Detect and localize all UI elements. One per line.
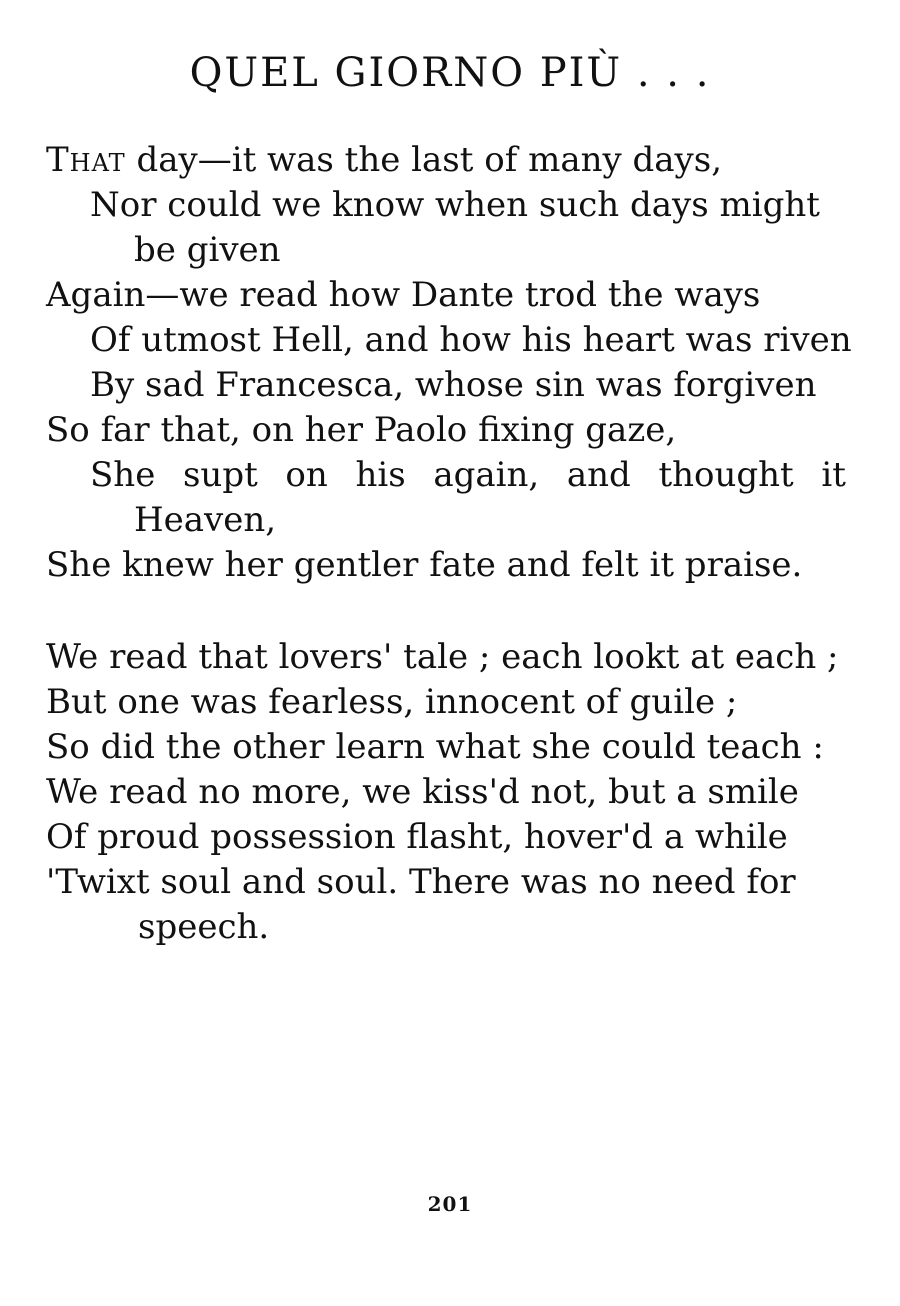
verse-word: supt — [182, 455, 258, 495]
verse-word: on — [285, 455, 328, 495]
verse-word: thought — [658, 455, 794, 495]
verse-line: We read that lovers' tale ; each lookt at each ; — [46, 637, 839, 677]
verse-line: So did the other learn what she could teach : — [46, 727, 824, 767]
verse-line-text: day—it was the last of many days, — [125, 140, 723, 180]
verse-word: again, — [433, 455, 540, 495]
verse-line: 'Twixt soul and soul. There was no need for — [46, 862, 796, 902]
verse-word: and — [566, 455, 631, 495]
stanza-1 — [46, 138, 866, 588]
verse-line: Nor could we know when such days might — [90, 185, 820, 225]
verse-line: Of utmost Hell, and how his heart was riven — [90, 320, 852, 360]
poem-title: QUEL GIORNO PIÙ . . . — [189, 50, 711, 96]
verse-line: Again—we read how Dante trod the ways — [46, 275, 761, 315]
verse-line: By sad Francesca, whose sin was forgiven — [90, 365, 817, 405]
verse-line — [46, 453, 866, 498]
stanza-2 — [46, 635, 866, 950]
verse-line: So far that, on her Paolo fixing gaze, — [46, 410, 677, 450]
verse-line — [46, 138, 866, 183]
verse-word: his — [355, 455, 406, 495]
page-number: 201 — [427, 1192, 473, 1216]
verse-line: She knew her gentler fate and felt it praise. — [46, 545, 803, 585]
verse-line: But one was fearless, innocent of guile ; — [46, 682, 738, 722]
justified-verse-line — [90, 453, 846, 498]
verse-line-continuation: Heaven, — [134, 500, 277, 540]
verse-line-continuation: speech. — [138, 907, 270, 947]
verse-word: She — [90, 455, 156, 495]
verse-line-continuation: be given — [134, 230, 281, 270]
verse-line: Of proud possession flasht, hover'd a while — [46, 817, 788, 857]
verse-line: We read no more, we kiss'd not, but a smile — [46, 772, 799, 812]
verse-initial-word: That — [46, 140, 126, 180]
verse-word: it — [821, 455, 846, 495]
